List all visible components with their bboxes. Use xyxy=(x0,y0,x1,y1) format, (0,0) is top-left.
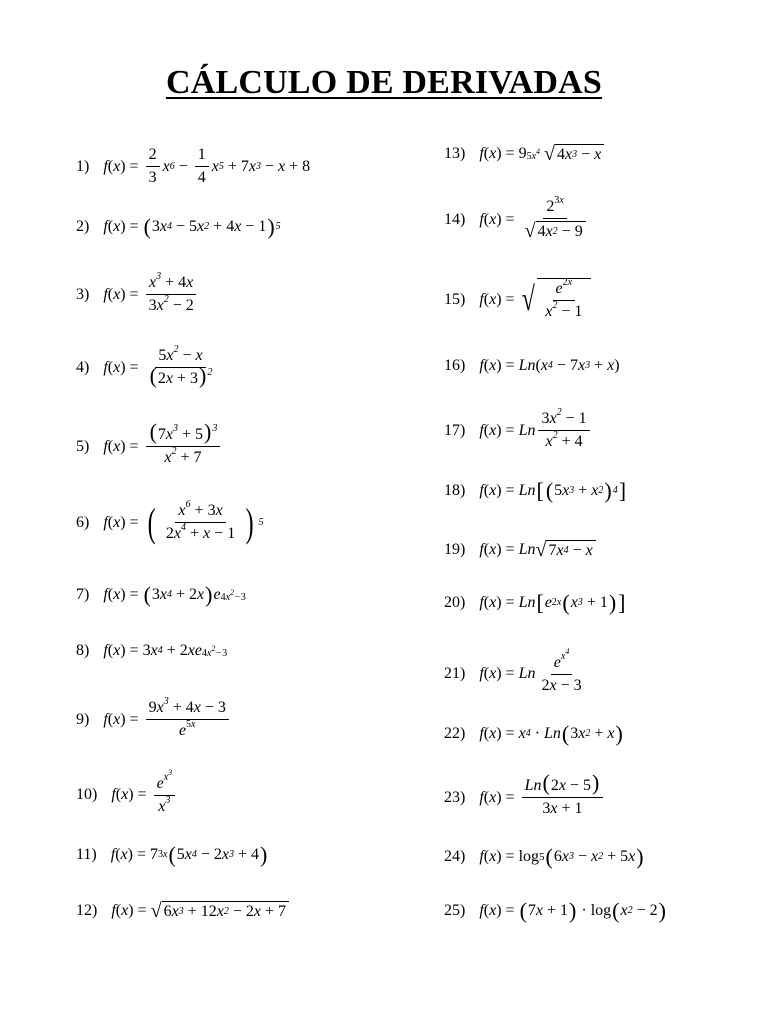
exercise-formula: f ( x ) = ( 7 x + 1 ) · log ( x 2 − 2 ) xyxy=(479,898,666,923)
exercise-number: 1) xyxy=(76,157,90,175)
exercise-17 xyxy=(444,407,593,451)
exercise-14 xyxy=(444,195,592,242)
exercise-formula: f ( x ) = Ln ( x 4 − 7 x 3 + x ) xyxy=(479,357,620,374)
exercise-number: 21) xyxy=(444,664,466,682)
exercise-formula: f ( x ) = 3 x 4 + 2 xe $4x^2-3$ xyxy=(103,642,228,659)
exercise-6 xyxy=(76,499,264,545)
exercise-number: 11) xyxy=(76,846,97,863)
exercise-formula: f ( x ) = Ln [ ( 5 x 3 + x 2 ) 4 ] xyxy=(479,478,627,503)
exercise-formula: f ( x ) = Ln $\frac{e^{x^4}}{2x - 3}$ xyxy=(479,647,582,694)
exercise-formula: f ( x ) = log 5 ( 6 x 3 − x 2 + 5 x ) xyxy=(479,844,644,869)
exercise-19 xyxy=(444,540,596,560)
exercise-9 xyxy=(76,696,232,740)
exercise-formula: f ( x ) = Ln √ 7 x 4 − x xyxy=(479,540,595,560)
exercise-number: 10) xyxy=(76,785,98,803)
exercise-24 xyxy=(444,844,645,869)
exercise-number: 8) xyxy=(76,642,90,659)
exercise-number: 20) xyxy=(444,594,466,611)
exercise-formula: f ( x ) = $\frac{Ln(2x - 5)}{3x + 1}$ xyxy=(479,777,606,818)
exercise-5 xyxy=(76,419,223,467)
exercise-formula: f ( x ) = $2^{3x}$ √ 4 x 2 − 9 xyxy=(479,198,591,242)
exercise-15 xyxy=(444,278,591,321)
exercise-formula: f ( x ) = Ln $\frac{3x^2 - 1}{x^2 + 4}$ xyxy=(479,410,592,451)
exercise-formula: f ( x ) = x 4 · Ln ( 3 x 2 + x ) xyxy=(479,721,623,746)
exercise-4 xyxy=(76,344,218,388)
exercise-number: 23) xyxy=(444,788,466,806)
exercise-23 xyxy=(444,770,606,818)
exercise-formula: f ( x ) = $\frac{e^{x^3}}{x^3}$ xyxy=(111,773,178,816)
exercise-25 xyxy=(444,898,667,923)
exercise-formula: f ( x ) = 7 3x ( 5 x 4 − 2 x 3 + 4 ) xyxy=(110,842,268,867)
exercise-number: 15) xyxy=(444,290,466,308)
exercise-10 xyxy=(76,768,178,816)
exercise-21 xyxy=(444,647,588,695)
exercise-number: 16) xyxy=(444,357,466,374)
exercise-formula: f ( x ) = Ln [ e 2x ( x 3 + 1 ) ] xyxy=(479,590,626,615)
exercise-number: 14) xyxy=(444,211,466,228)
page-title: CÁLCULO DE DERIVADAS xyxy=(165,64,602,101)
exercise-formula: f ( x ) = √ 6 x 3 + 12 x 2 − 2 x + 7 xyxy=(111,901,289,921)
exercise-formula: f ( x ) = $\frac{x^3 + 4x}{3x^2 - 2}$ xyxy=(103,274,199,315)
exercise-20 xyxy=(444,590,627,615)
exercise-number: 5) xyxy=(76,437,90,455)
exercise-7 xyxy=(76,582,246,607)
exercise-number: 12) xyxy=(76,902,98,919)
exercise-formula: f ( x ) = $\frac{(7x^3 + 5)^3}{x^2 + 7}$ xyxy=(103,426,223,467)
exercise-number: 7) xyxy=(76,586,90,603)
exercise-formula: f ( x ) = 9 $5x^4$ √ 4 x 3 − x xyxy=(479,144,604,164)
exercise-formula: f ( x ) = ( $\frac{x^6 + 3x}{2x^4 + x - 1}$ ) 5 xyxy=(103,499,264,545)
exercise-3 xyxy=(76,271,200,315)
exercise-number: 17) xyxy=(444,421,466,439)
exercise-12 xyxy=(76,901,289,921)
exercise-number: 22) xyxy=(444,725,466,742)
exercise-number: 18) xyxy=(444,482,466,499)
exercise-formula: f ( x ) = $\frac{5x^2 - x}{(2x + 3)^2}$ xyxy=(103,344,213,388)
exercise-formula: f ( x ) = ( 3 x 4 + 2 x ) e $4x^2-3$ xyxy=(103,582,246,607)
exercise-number: 3) xyxy=(76,285,90,303)
exercise-formula: f ( x ) = $\frac{9x^3 + 4x - 3}{e^{5x}}$ xyxy=(103,699,232,740)
exercise-number: 25) xyxy=(444,902,466,919)
exercise-8 xyxy=(76,642,227,660)
exercise-18 xyxy=(444,478,627,503)
exercise-number: 9) xyxy=(76,710,90,728)
exercise-number: 24) xyxy=(444,848,466,865)
exercise-1 xyxy=(76,146,310,187)
exercise-formula: f ( x ) = $\frac{2}{3}$ x 6 − $\frac{1}{4}$ x 5 + 7 x 3 − x + 8 xyxy=(103,146,311,186)
exercise-11 xyxy=(76,842,268,867)
exercise-formula: f ( x ) = √ $\frac{e^{2x}}{x^2 - 1}$ xyxy=(479,278,591,321)
exercise-number: 4) xyxy=(76,358,90,376)
exercise-formula: f ( x ) = ( 3 x 4 − 5 x 2 + 4 x − 1 ) 5 xyxy=(103,214,281,239)
exercise-16 xyxy=(444,357,620,375)
exercise-number: 19) xyxy=(444,541,466,558)
exercise-number: 6) xyxy=(76,513,90,531)
exercise-number: 2) xyxy=(76,218,90,235)
exercise-22 xyxy=(444,721,624,746)
exercise-13 xyxy=(444,144,604,164)
exercise-2 xyxy=(76,214,281,239)
exercise-number: 13) xyxy=(444,145,466,162)
